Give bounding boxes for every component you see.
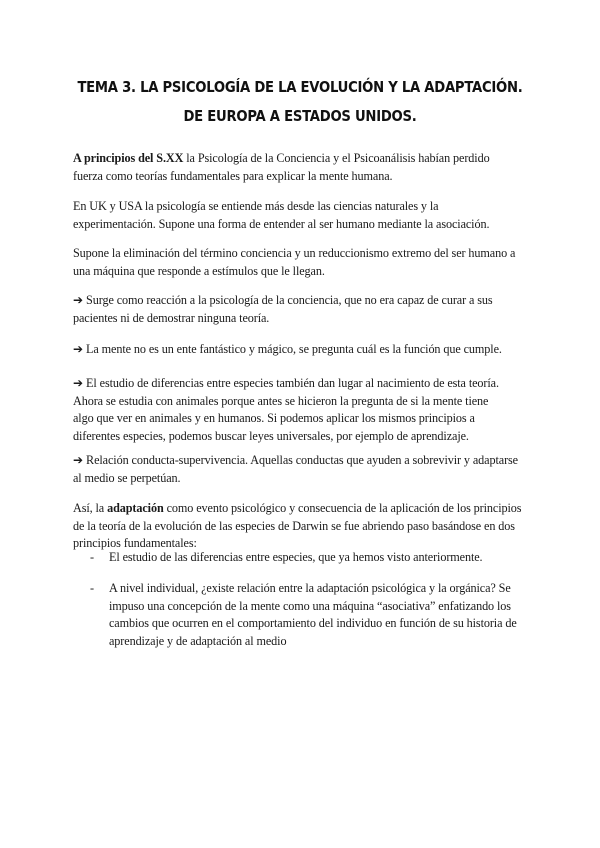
paragraph-adaptacion	[73, 500, 535, 553]
paragraph-line: diferentes especies, podemos buscar leyes universales, por ejemplo de aprendizaje.	[73, 428, 469, 443]
paragraph-line: ➔ La mente no es un ente fantástico y mágico, se pregunta cuál es la función que cumple.	[73, 342, 502, 356]
paragraph-arrow-surge	[73, 292, 535, 327]
paragraph-line: Supone la eliminación del término conciencia y un reduccionismo extremo del ser humano a	[73, 246, 516, 260]
list-item-line: A nivel individual, ¿existe relación entre la adaptación psicológica y la orgánica? Se	[109, 581, 511, 595]
paragraph-line: principios fundamentales:	[73, 536, 197, 551]
paragraph-line: ➔ Relación conducta-supervivencia. Aquellas conductas que ayuden a sobrevivir y adaptarse	[73, 453, 518, 467]
paragraph-line: En UK y USA la psicología se entiende más desde las ciencias naturales y la	[73, 199, 439, 213]
paragraph-arrow-mente	[73, 341, 535, 359]
paragraph-line: Ahora se estudia con animales porque antes se hicieron la pregunta de si la mente tiene	[73, 393, 489, 408]
paragraph-line: experimentación. Supone una forma de entender al ser humano mediante la asociación.	[73, 216, 490, 231]
list-item	[109, 549, 549, 567]
text-run: la Psicología de la Conciencia y el Psicoanálisis habían perdido	[183, 151, 490, 165]
list-item-line: aprendizaje y de adaptación al medio	[109, 633, 287, 648]
paragraph-line	[73, 150, 535, 168]
list-bullet-marker: -	[90, 581, 95, 595]
paragraph-reduccionismo	[73, 245, 535, 280]
list-item-line: El estudio de las diferencias entre especies, que ya hemos visto anteriormente.	[109, 550, 483, 564]
paragraph-arrow-especies	[73, 375, 535, 445]
text-run: como evento psicológico y consecuencia de la aplicación de los principios	[163, 501, 522, 515]
paragraph-line: al medio se perpetúan.	[73, 470, 181, 485]
list-item	[109, 580, 549, 650]
paragraph-uk-usa	[73, 198, 535, 233]
text-run: Así, la	[73, 501, 108, 515]
paragraph-line: de la teoría de la evolución de las especies de Darwin se fue abriendo paso basándose en dos	[73, 518, 515, 533]
paragraph-line: ➔ El estudio de diferencias entre especies también dan lugar al nacimiento de esta teoría.	[73, 376, 499, 390]
document-title-line-1: TEMA 3. LA PSICOLOGÍA DE LA EVOLUCIÓN Y LA ADAPTACIÓN.	[77, 78, 523, 96]
paragraph-line: fuerza como teorías fundamentales para explicar la mente humana.	[73, 168, 393, 183]
paragraph-line: pacientes ni de demostrar ninguna teoría.	[73, 310, 270, 325]
paragraph-line: algo que ver en animales y en humanos. Si podemos aplicar los mismos principios a	[73, 411, 475, 426]
list-bullet-marker: -	[90, 550, 95, 564]
bold-phrase: A principios del S.XX	[73, 151, 184, 165]
paragraph-line	[73, 500, 535, 518]
paragraph-arrow-conducta	[73, 452, 535, 487]
list-item-line: cambios que ocurren en el comportamiento del individuo en función de su historia de	[109, 616, 517, 631]
list-item-line: impuso una concepción de la mente como una máquina “asociativa” enfatizando los	[109, 598, 511, 613]
paragraph-intro	[73, 150, 535, 185]
paragraph-line: una máquina que responde a estímulos que le llegan.	[73, 263, 325, 278]
bold-phrase: adaptación	[107, 501, 164, 515]
document-title-line-2: DE EUROPA A ESTADOS UNIDOS.	[183, 107, 417, 125]
paragraph-line: ➔ Surge como reacción a la psicología de la conciencia, que no era capaz de curar a sus	[73, 293, 493, 307]
